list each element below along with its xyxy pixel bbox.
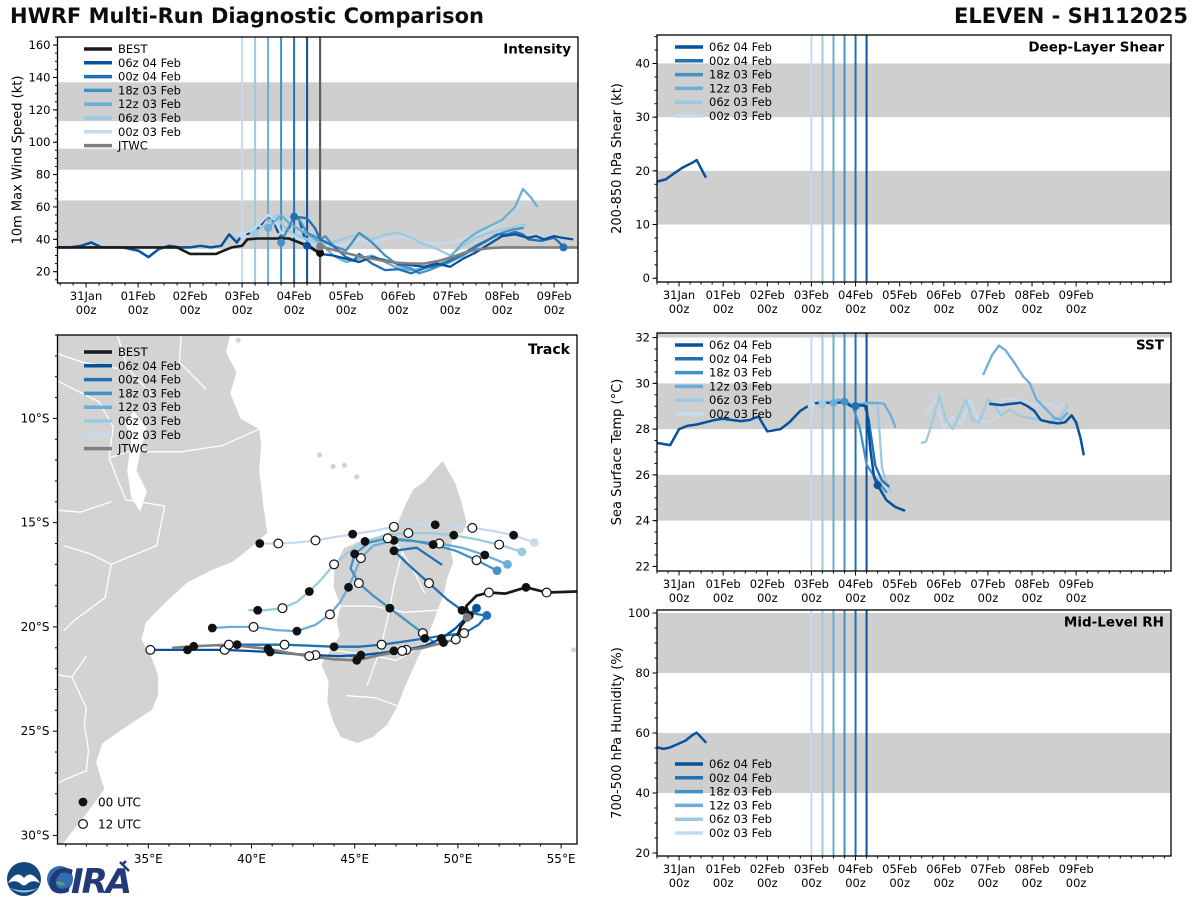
svg-text:06Feb: 06Feb <box>926 288 962 302</box>
svg-text:08Feb: 08Feb <box>1014 288 1050 302</box>
svg-text:02Feb: 02Feb <box>749 577 785 591</box>
svg-text:18z 03 Feb: 18z 03 Feb <box>709 67 772 82</box>
svg-text:BEST: BEST <box>118 345 148 359</box>
svg-text:40°E: 40°E <box>237 852 266 866</box>
svg-text:06z 04 Feb: 06z 04 Feb <box>709 338 772 352</box>
svg-text:03Feb: 03Feb <box>224 289 260 303</box>
svg-text:JTWC: JTWC <box>118 441 148 456</box>
svg-text:09Feb: 09Feb <box>1058 862 1094 876</box>
svg-text:00z: 00z <box>889 591 910 605</box>
svg-text:JTWC: JTWC <box>118 138 148 153</box>
svg-text:60: 60 <box>35 199 51 214</box>
svg-text:00z: 00z <box>933 302 955 316</box>
svg-text:00z 04 Feb: 00z 04 Feb <box>709 351 772 366</box>
svg-text:00z: 00z <box>491 303 513 317</box>
svg-text:00z: 00z <box>543 303 565 317</box>
svg-text:07Feb: 07Feb <box>970 577 1006 591</box>
svg-text:26: 26 <box>635 467 650 482</box>
svg-text:01Feb: 01Feb <box>705 862 741 876</box>
panel-label-rh: Mid-Level RH <box>1063 614 1164 631</box>
panel-label-intensity: Intensity <box>503 41 571 58</box>
svg-text:18z 03 Feb: 18z 03 Feb <box>118 386 181 401</box>
svg-text:140: 140 <box>28 70 51 85</box>
svg-text:100: 100 <box>28 135 51 150</box>
svg-text:25°S: 25°S <box>20 724 50 739</box>
svg-text:01Feb: 01Feb <box>705 577 741 591</box>
svg-text:35°E: 35°E <box>133 852 163 866</box>
svg-text:00z: 00z <box>712 302 734 316</box>
svg-text:31Jan: 31Jan <box>69 289 103 303</box>
svg-text:00z: 00z <box>283 303 305 317</box>
svg-text:12z 03 Feb: 12z 03 Feb <box>709 798 772 813</box>
svg-text:00z 04 Feb: 00z 04 Feb <box>118 69 181 84</box>
svg-text:00z: 00z <box>712 876 734 890</box>
svg-text:05Feb: 05Feb <box>882 862 918 876</box>
page-title: HWRF Multi-Run Diagnostic Comparison <box>10 4 485 28</box>
storm-id-title: ELEVEN - SH112025 <box>954 4 1188 28</box>
svg-text:12z 03 Feb: 12z 03 Feb <box>709 379 772 394</box>
svg-text:00z: 00z <box>668 591 690 605</box>
svg-text:18z 03 Feb: 18z 03 Feb <box>118 83 181 98</box>
svg-text:00z: 00z <box>933 591 955 605</box>
svg-text:00z: 00z <box>1021 876 1043 890</box>
svg-text:12 UTC: 12 UTC <box>98 817 141 832</box>
svg-text:06z 04 Feb: 06z 04 Feb <box>118 55 181 70</box>
panel-rh <box>610 606 1171 890</box>
svg-text:00z 04 Feb: 00z 04 Feb <box>709 770 772 785</box>
panel-intensity <box>11 37 579 317</box>
svg-text:31Jan: 31Jan <box>662 577 696 591</box>
svg-text:04Feb: 04Feb <box>276 289 312 303</box>
panel-shear <box>610 35 1171 316</box>
svg-text:00z 03 Feb: 00z 03 Feb <box>709 109 772 123</box>
svg-text:00z: 00z <box>335 303 357 317</box>
svg-text:00z 03 Feb: 00z 03 Feb <box>709 407 772 421</box>
svg-text:00z 04 Feb: 00z 04 Feb <box>118 372 181 387</box>
svg-text:BEST: BEST <box>118 42 148 56</box>
svg-text:00z: 00z <box>668 302 690 316</box>
svg-text:06z 04 Feb: 06z 04 Feb <box>709 40 772 54</box>
cira-logo-icon <box>47 861 130 900</box>
svg-text:00z: 00z <box>845 876 866 890</box>
svg-text:04Feb: 04Feb <box>838 288 874 302</box>
svg-text:20: 20 <box>35 264 51 279</box>
svg-text:40: 40 <box>635 56 650 71</box>
svg-text:08Feb: 08Feb <box>484 289 520 303</box>
svg-text:08Feb: 08Feb <box>1014 577 1050 591</box>
svg-text:03Feb: 03Feb <box>793 288 829 302</box>
svg-text:12z 03 Feb: 12z 03 Feb <box>118 97 181 112</box>
svg-text:00z: 00z <box>889 876 910 890</box>
svg-text:00z: 00z <box>439 303 461 317</box>
svg-text:06z 03 Feb: 06z 03 Feb <box>709 812 772 827</box>
svg-text:06z 04 Feb: 06z 04 Feb <box>709 757 772 771</box>
svg-text:00z: 00z <box>231 303 253 317</box>
svg-text:100: 100 <box>628 606 650 620</box>
svg-text:00z: 00z <box>756 876 778 890</box>
svg-text:00z: 00z <box>801 591 822 605</box>
svg-text:45°E: 45°E <box>340 852 370 866</box>
svg-text:00z: 00z <box>1021 591 1043 605</box>
svg-text:02Feb: 02Feb <box>749 288 785 302</box>
svg-text:10°S: 10°S <box>20 411 50 426</box>
svg-text:00z: 00z <box>801 876 822 890</box>
svg-text:00z 03 Feb: 00z 03 Feb <box>118 124 181 139</box>
svg-text:22: 22 <box>635 559 650 574</box>
svg-text:00z: 00z <box>977 876 999 890</box>
svg-text:0: 0 <box>642 271 650 286</box>
svg-text:06z 03 Feb: 06z 03 Feb <box>118 414 181 428</box>
svg-text:06Feb: 06Feb <box>380 289 416 303</box>
svg-text:00z: 00z <box>756 591 778 605</box>
svg-text:05Feb: 05Feb <box>882 577 918 591</box>
svg-text:00z: 00z <box>668 876 690 890</box>
svg-text:30: 30 <box>635 110 650 125</box>
ylabel-shear: 200-850 hPa Shear (kt) <box>610 83 625 234</box>
svg-text:20: 20 <box>635 163 650 178</box>
svg-text:00z: 00z <box>933 876 955 890</box>
svg-text:03Feb: 03Feb <box>793 577 829 591</box>
svg-text:06z 04 Feb: 06z 04 Feb <box>118 358 181 373</box>
svg-text:31Jan: 31Jan <box>662 288 696 302</box>
panel-sst <box>610 331 1171 605</box>
svg-text:CIRA: CIRA <box>48 862 131 900</box>
svg-text:00z: 00z <box>845 302 866 316</box>
svg-text:10: 10 <box>635 217 650 232</box>
svg-text:07Feb: 07Feb <box>970 862 1006 876</box>
svg-text:30°S: 30°S <box>20 828 50 843</box>
svg-text:09Feb: 09Feb <box>1058 288 1094 302</box>
svg-text:31Jan: 31Jan <box>662 862 696 876</box>
ylabel-sst: Sea Surface Temp (°C) <box>610 378 625 526</box>
svg-text:00z 04 Feb: 00z 04 Feb <box>709 53 772 68</box>
svg-text:05Feb: 05Feb <box>328 289 364 303</box>
svg-text:02Feb: 02Feb <box>172 289 208 303</box>
svg-text:32: 32 <box>635 330 650 345</box>
ylabel-intensity: 10m Max Wind Speed (kt) <box>10 75 26 245</box>
svg-text:03Feb: 03Feb <box>793 862 829 876</box>
svg-text:00z: 00z <box>977 302 999 316</box>
svg-text:00z: 00z <box>845 591 866 605</box>
svg-text:160: 160 <box>28 38 51 53</box>
svg-text:60: 60 <box>635 726 650 740</box>
svg-text:120: 120 <box>28 102 51 117</box>
svg-text:80: 80 <box>35 167 51 182</box>
panel-label-track: Track <box>528 342 570 358</box>
svg-text:20: 20 <box>635 846 650 860</box>
svg-text:15°S: 15°S <box>20 515 50 530</box>
svg-text:00z: 00z <box>977 591 999 605</box>
svg-text:12z 03 Feb: 12z 03 Feb <box>118 400 181 415</box>
svg-text:20°S: 20°S <box>20 619 50 634</box>
svg-text:00z 03 Feb: 00z 03 Feb <box>118 427 181 442</box>
svg-text:40: 40 <box>35 232 51 247</box>
noaa-logo-icon <box>7 862 41 896</box>
svg-text:00z 03 Feb: 00z 03 Feb <box>709 826 772 840</box>
svg-text:06z 03 Feb: 06z 03 Feb <box>709 95 772 110</box>
svg-text:01Feb: 01Feb <box>705 288 741 302</box>
svg-text:09Feb: 09Feb <box>1058 577 1094 591</box>
svg-text:40: 40 <box>635 786 650 800</box>
svg-text:00 UTC: 00 UTC <box>98 795 141 810</box>
svg-text:00z: 00z <box>1021 302 1043 316</box>
svg-text:05Feb: 05Feb <box>882 288 918 302</box>
svg-text:28: 28 <box>635 422 650 437</box>
svg-text:24: 24 <box>635 513 650 528</box>
svg-text:00z: 00z <box>75 303 97 317</box>
panel-track <box>21 335 578 866</box>
svg-text:01Feb: 01Feb <box>120 289 156 303</box>
svg-text:50°E: 50°E <box>443 852 473 866</box>
svg-text:12z 03 Feb: 12z 03 Feb <box>709 81 772 96</box>
svg-text:18z 03 Feb: 18z 03 Feb <box>709 784 772 799</box>
panel-label-sst: SST <box>1135 337 1164 354</box>
svg-text:06Feb: 06Feb <box>926 577 962 591</box>
ylabel-rh: 700-500 hPa Humidity (%) <box>610 647 625 819</box>
svg-text:07Feb: 07Feb <box>432 289 468 303</box>
svg-text:02Feb: 02Feb <box>749 862 785 876</box>
svg-text:18z 03 Feb: 18z 03 Feb <box>709 365 772 380</box>
svg-text:00z: 00z <box>1065 876 1087 890</box>
svg-text:08Feb: 08Feb <box>1014 862 1050 876</box>
svg-text:00z: 00z <box>1065 302 1087 316</box>
footer-logos <box>7 861 130 900</box>
svg-text:80: 80 <box>635 666 650 680</box>
svg-text:04Feb: 04Feb <box>838 862 874 876</box>
svg-text:55°E: 55°E <box>546 852 576 866</box>
svg-text:06Feb: 06Feb <box>926 862 962 876</box>
svg-text:04Feb: 04Feb <box>838 577 874 591</box>
svg-text:06z 03 Feb: 06z 03 Feb <box>118 111 181 125</box>
svg-text:09Feb: 09Feb <box>536 289 572 303</box>
panel-label-shear: Deep-Layer Shear <box>1028 39 1164 56</box>
svg-text:00z: 00z <box>756 302 778 316</box>
svg-text:00z: 00z <box>712 591 734 605</box>
svg-text:06z 03 Feb: 06z 03 Feb <box>709 393 772 408</box>
svg-text:00z: 00z <box>889 302 910 316</box>
svg-text:00z: 00z <box>387 303 409 317</box>
svg-text:07Feb: 07Feb <box>970 288 1006 302</box>
svg-text:00z: 00z <box>801 302 822 316</box>
svg-text:00z: 00z <box>1065 591 1087 605</box>
svg-text:30: 30 <box>635 376 650 391</box>
svg-text:00z: 00z <box>127 303 149 317</box>
svg-text:00z: 00z <box>179 303 201 317</box>
